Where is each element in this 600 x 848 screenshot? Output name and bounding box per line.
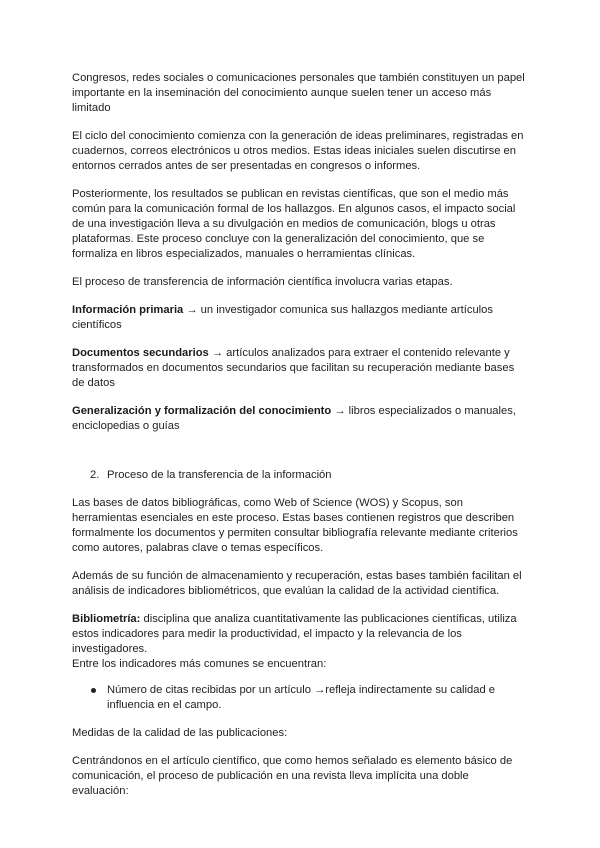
paragraph-articulo-cientifico: Centrándonos en el artículo científico, que como hemos señalado es elemento básico de comunicación, el proceso de publicación en una revista lleva implícita una doble evaluación: [72,755,513,797]
stage-informacion-primaria [72,303,528,333]
stage-term: Documentos secundarios [72,347,209,359]
stage-generalizacion [72,404,528,434]
stage-description: → artículos analizados para extraer el contenido relevante y transformados en documentos secundarios que facilitan su recuperación mediante bases de datos [72,347,515,389]
paragraph-congresos: Congresos, redes sociales o comunicaciones personales que también constituyen un papel importante en la inseminación del conocimiento aunque suelen tener un acceso más limitado [72,72,525,114]
paragraph-posteriormente: Posteriormente, los resultados se publican en revistas científicas, que son el medio más común para la comunicación formal de los hallazgos. En algunos casos, el impacto social de una investigación lleva a su divulgación en medios de comunicación, blogs u otras plataformas. Este proceso concluye con la generalización del conocimiento, que se formaliza en libros especializados, manuales o herramientas clínicas. [72,188,516,260]
paragraph-indicadores-intro: Entre los indicadores más comunes se encuentran: [72,658,327,670]
section-title: Proceso de la transferencia de la información [107,469,332,481]
bibliometria-definition: disciplina que analiza cuantitativamente las publicaciones científicas, utiliza estos indicadores para medir la productividad, el impacto y la relevancia de los investigadores. [72,613,517,655]
stage-description: → libros especializados o manuales, enciclopedias o guías [72,405,516,432]
paragraph-indicadores-bibliometricos: Además de su función de almacenamiento y recuperación, estas bases también facilitan el análisis de indicadores bibliométricos, que evalúan la calidad de la actividad científica. [72,570,522,597]
paragraph-bibliometria [72,612,528,657]
stage-description: → un investigador comunica sus hallazgos mediante artículos científicos [72,304,493,331]
stage-term: Generalización y formalización del conocimiento [72,405,332,417]
paragraph-bases-de-datos: Las bases de datos bibliográficas, como Web of Science (WOS) y Scopus, son herramientas esenciales en este proceso. Estas bases contienen registros que describen formalmente los documentos y permiten consultar bibliografía relevante mediante criterios como autores, palabras clave o temas específicos. [72,497,518,554]
list-item: Número de citas recibidas por un artículo →refleja indirectamente su calidad e influencia en el campo. [90,683,528,713]
quality-heading: Medidas de la calidad de las publicaciones: [72,727,288,739]
stage-documentos-secundarios [72,346,528,391]
stage-term: Información primaria [72,304,184,316]
section-heading [72,468,528,483]
paragraph-proceso-transferencia: El proceso de transferencia de información científica involucra varias etapas. [72,276,453,288]
section-number: 2. [90,469,100,481]
paragraph-ciclo-conocimiento: El ciclo del conocimiento comienza con la generación de ideas preliminares, registradas en cuadernos, correos electrónicos u otros medios. Estas ideas iniciales suelen discutirse en entornos cerrados antes de ser presentadas en congresos o informes. [72,130,524,172]
bibliometria-term: Bibliometría: [72,613,141,625]
indicator-list [72,683,528,713]
